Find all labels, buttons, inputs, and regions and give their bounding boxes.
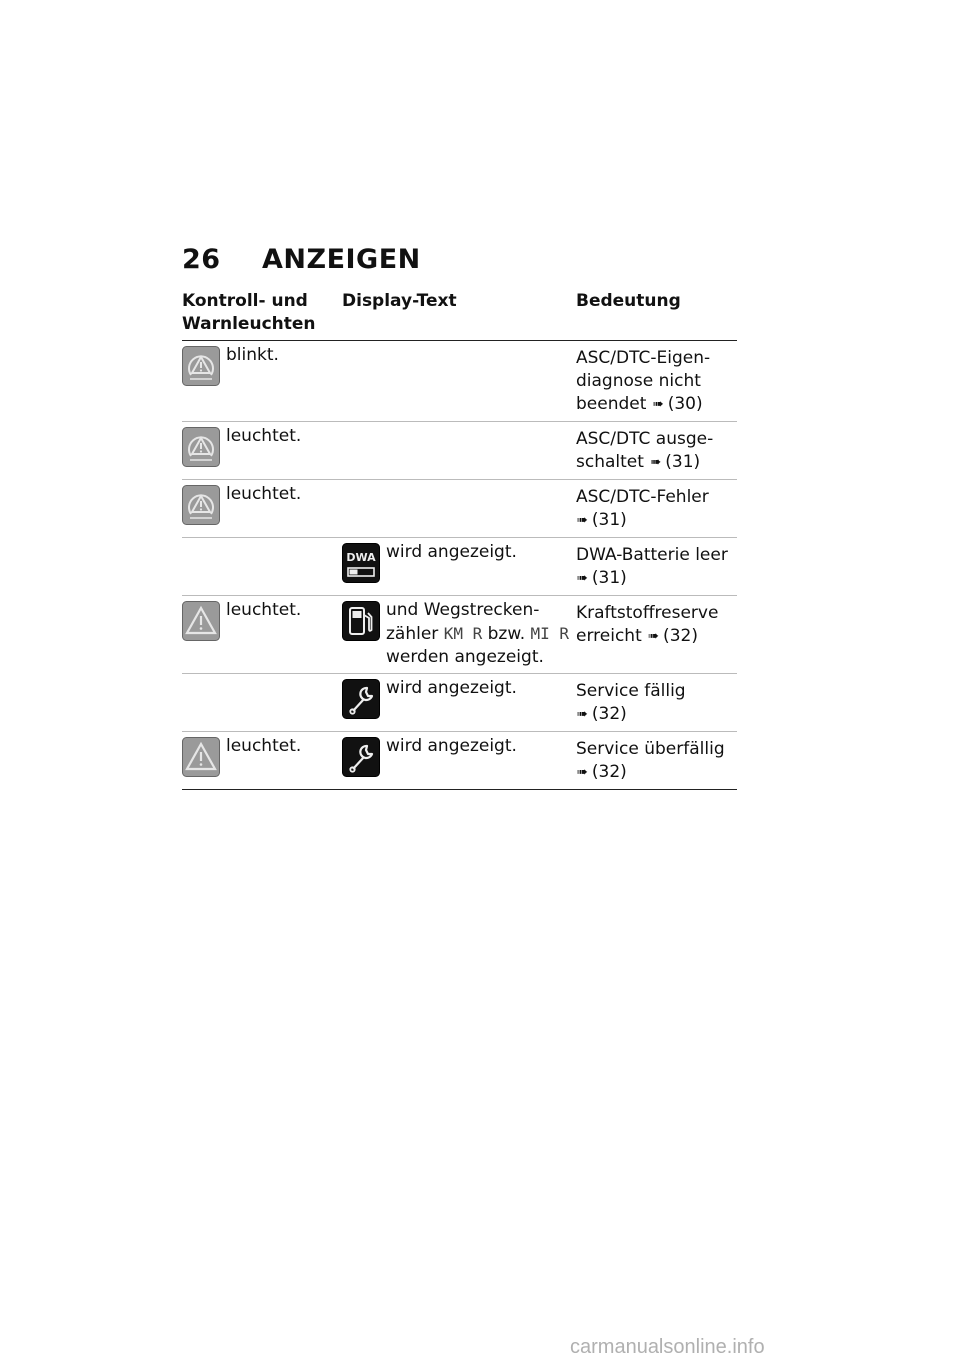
- traction-warning-icon: [182, 427, 220, 467]
- dwa-icon-label: DWA: [346, 551, 376, 564]
- indicator-table: [182, 340, 737, 790]
- wrench-icon: [342, 737, 380, 777]
- column-header-lamps: Kontroll- und Warnleuchten: [182, 291, 316, 334]
- page-reference: 32): [598, 762, 627, 782]
- page-reference: 32): [598, 704, 627, 724]
- table-row: leuchtet. und Wegstreckenzähler KM R bzw. MI R werden angezeigt. Kraftstoffreserve erreicht ➠ (32): [182, 596, 737, 674]
- table-row: leuchtet. ASC/DTC-Fehler ➠ (31): [182, 480, 737, 538]
- column-header-meaning: Bedeutung: [576, 291, 681, 311]
- display-text: wird angezeigt.: [386, 678, 517, 698]
- lamp-status: leuchtet.: [226, 426, 302, 446]
- display-text: und Wegstreckenzähler KM R bzw. MI R werden angezeigt.: [386, 600, 570, 667]
- column-header-display: Display-Text: [342, 291, 457, 311]
- reference-arrow-icon: ➠: [577, 513, 588, 528]
- dwa-battery-icon: [342, 543, 380, 583]
- table-row: blinkt. ASC/DTC-Eigendiagnose nicht beendet ➠ (30): [182, 341, 737, 422]
- page-number: 26: [182, 244, 221, 275]
- general-warning-icon: [182, 737, 220, 777]
- page-reference: 30): [674, 394, 703, 414]
- meaning-text: Kraftstoffreserve erreicht: [576, 603, 719, 646]
- meaning-text: ASC/DTC ausgeschaltet: [576, 429, 714, 472]
- page-reference: 31): [598, 568, 627, 588]
- lamp-status: leuchtet.: [226, 484, 302, 504]
- page-reference: 31): [598, 510, 627, 530]
- page-header: [182, 244, 421, 275]
- table-row: wird angezeigt. Service fällig ➠ (32): [182, 674, 737, 732]
- reference-arrow-icon: ➠: [650, 455, 662, 470]
- odometer-code: MI R: [530, 624, 570, 643]
- meaning-text: ASC/DTC-Eigendiagnose nicht beendet: [576, 348, 711, 414]
- reference-arrow-icon: ➠: [648, 629, 660, 644]
- watermark: carmanualsonline.info: [570, 1336, 765, 1358]
- table-row: leuchtet. ASC/DTC ausgeschaltet ➠ (31): [182, 422, 737, 480]
- traction-warning-icon: [182, 485, 220, 525]
- reference-arrow-icon: ➠: [577, 707, 588, 722]
- meaning-text: Service fällig: [576, 681, 686, 701]
- table-row: DWA wird angezeigt. DWA-Batterie leer ➠ (31): [182, 538, 737, 596]
- meaning-text: DWA-Batterie leer: [576, 545, 728, 565]
- table-row: leuchtet. wird angezeigt. Service überfällig ➠ (32): [182, 732, 737, 790]
- reference-arrow-icon: ➠: [652, 397, 664, 412]
- display-text: wird angezeigt.: [386, 736, 517, 756]
- page-title: ANZEIGEN: [262, 244, 421, 275]
- meaning-text: Service überfällig: [576, 739, 725, 759]
- lamp-status: blinkt.: [226, 345, 279, 365]
- general-warning-icon: [182, 601, 220, 641]
- display-text: wird angezeigt.: [386, 542, 517, 562]
- page-reference: 31): [671, 452, 701, 472]
- page-reference: 32): [669, 626, 698, 646]
- wrench-icon: [342, 679, 380, 719]
- odometer-code: KM R: [443, 624, 483, 643]
- fuel-pump-icon: [342, 601, 380, 641]
- lamp-status: leuchtet.: [226, 736, 302, 756]
- reference-arrow-icon: ➠: [577, 765, 588, 780]
- lamp-status: leuchtet.: [226, 600, 302, 620]
- meaning-text: ASC/DTC-Fehler: [576, 487, 709, 507]
- traction-warning-icon: [182, 346, 220, 386]
- reference-arrow-icon: ➠: [577, 571, 588, 586]
